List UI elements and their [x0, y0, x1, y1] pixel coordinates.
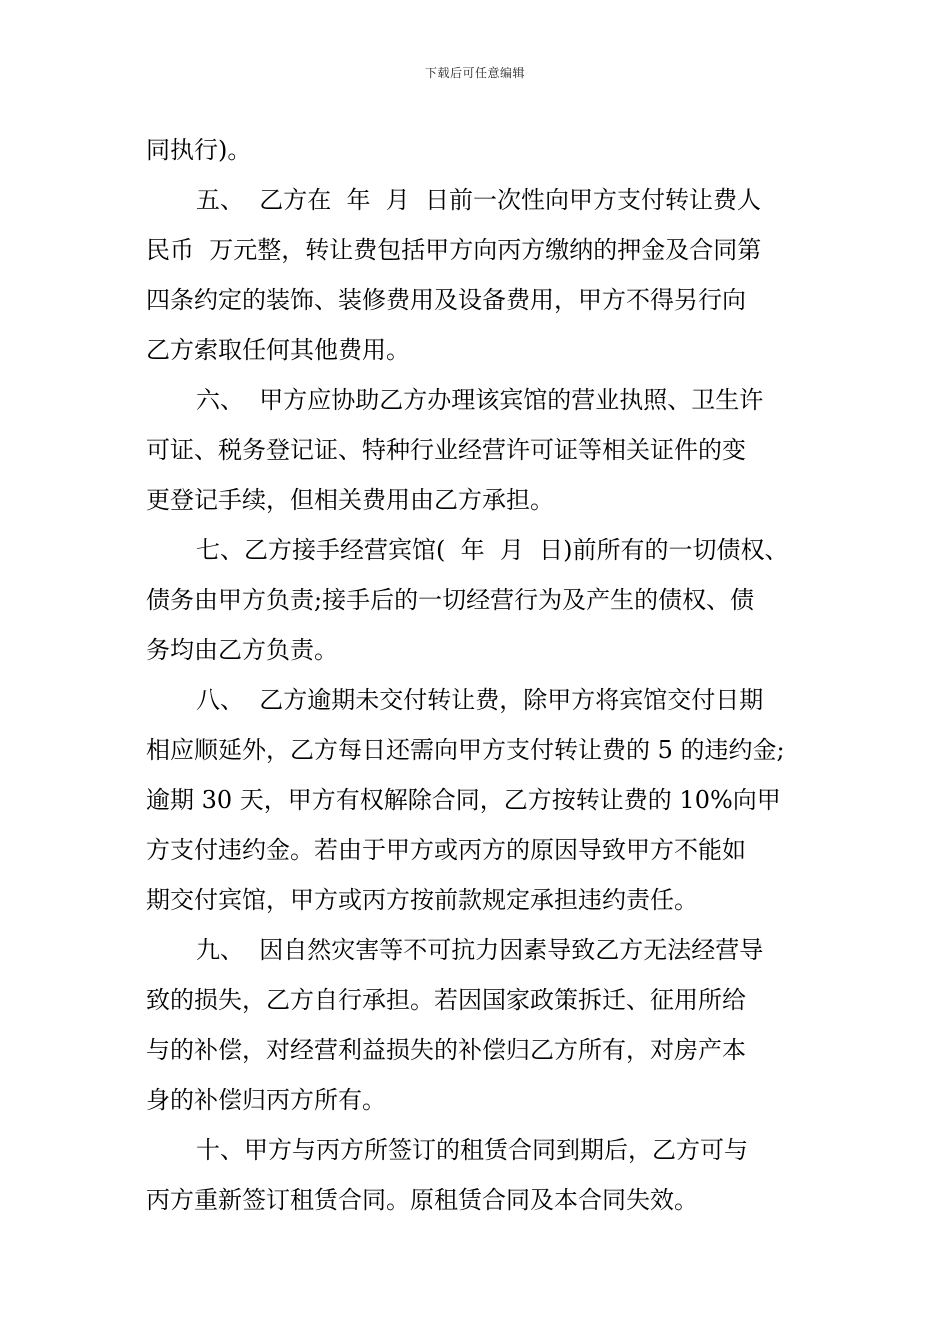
- text-line: [0, 230, 950, 270]
- text-line-content: 债务由甲方负责;接手后的一切经营行为及产生的债权、债: [146, 586, 755, 614]
- text-line: [0, 680, 950, 720]
- text-line-content: 致的损失，乙方自行承担。若因国家政策拆迁、征用所给: [146, 986, 746, 1014]
- text-line-content: 九、 因自然灾害等不可抗力因素导致乙方无法经营导: [196, 936, 764, 964]
- text-line: [0, 330, 950, 370]
- text-line: [0, 1180, 950, 1220]
- text-line: [0, 280, 950, 320]
- text-line-content: 同执行)。: [146, 136, 252, 164]
- text-line-content: 六、 甲方应协助乙方办理该宾馆的营业执照、卫生许: [196, 386, 764, 414]
- text-line: [0, 1130, 950, 1170]
- text-line-content: 民币 万元整，转让费包括甲方向丙方缴纳的押金及合同第: [146, 236, 762, 264]
- text-line: [0, 980, 950, 1020]
- text-line-content: 乙方索取任何其他费用。: [146, 336, 410, 364]
- text-line: [0, 130, 950, 170]
- text-line: [0, 180, 950, 220]
- text-line: [0, 530, 950, 570]
- text-line: [0, 880, 950, 920]
- text-line: [0, 780, 950, 820]
- text-line: [0, 430, 950, 470]
- text-line: [0, 1030, 950, 1070]
- text-line: [0, 630, 950, 670]
- text-line: [0, 1080, 950, 1120]
- text-line-content: 逾期 30 天，甲方有权解除合同，乙方按转让费的 10%向甲: [146, 786, 781, 814]
- text-line: [0, 830, 950, 870]
- text-line-content: 五、 乙方在 年 月 日前一次性向甲方支付转让费人: [196, 186, 762, 214]
- text-line-content: 四条约定的装饰、装修费用及设备费用，甲方不得另行向: [146, 286, 746, 314]
- text-line: [0, 480, 950, 520]
- text-line: [0, 730, 950, 770]
- text-line-content: 方支付违约金。若由于甲方或丙方的原因导致甲方不能如: [146, 836, 746, 864]
- text-line-content: 十、甲方与丙方所签订的租赁合同到期后，乙方可与: [196, 1136, 748, 1164]
- page-header: 下载后可任意编辑: [424, 66, 525, 80]
- text-line: [0, 580, 950, 620]
- text-line-content: 相应顺延外，乙方每日还需向甲方支付转让费的 5 的违约金;: [146, 736, 785, 764]
- text-line: [0, 930, 950, 970]
- text-line-content: 丙方重新签订租赁合同。原租赁合同及本合同失效。: [146, 1186, 698, 1214]
- text-line-content: 与的补偿，对经营利益损失的补偿归乙方所有，对房产本: [146, 1036, 746, 1064]
- text-line-content: 可证、税务登记证、特种行业经营许可证等相关证件的变: [146, 436, 746, 464]
- text-line-content: 务均由乙方负责。: [146, 636, 338, 664]
- text-line-content: 身的补偿归丙方所有。: [146, 1086, 386, 1114]
- text-line-content: 七、乙方接手经营宾馆( 年 月 日)前所有的一切债权、: [196, 536, 789, 564]
- text-line-content: 八、 乙方逾期未交付转让费，除甲方将宾馆交付日期: [196, 686, 764, 714]
- text-line-content: 更登记手续，但相关费用由乙方承担。: [146, 486, 554, 514]
- text-line-content: 期交付宾馆，甲方或丙方按前款规定承担违约责任。: [146, 886, 698, 914]
- text-line: [0, 380, 950, 420]
